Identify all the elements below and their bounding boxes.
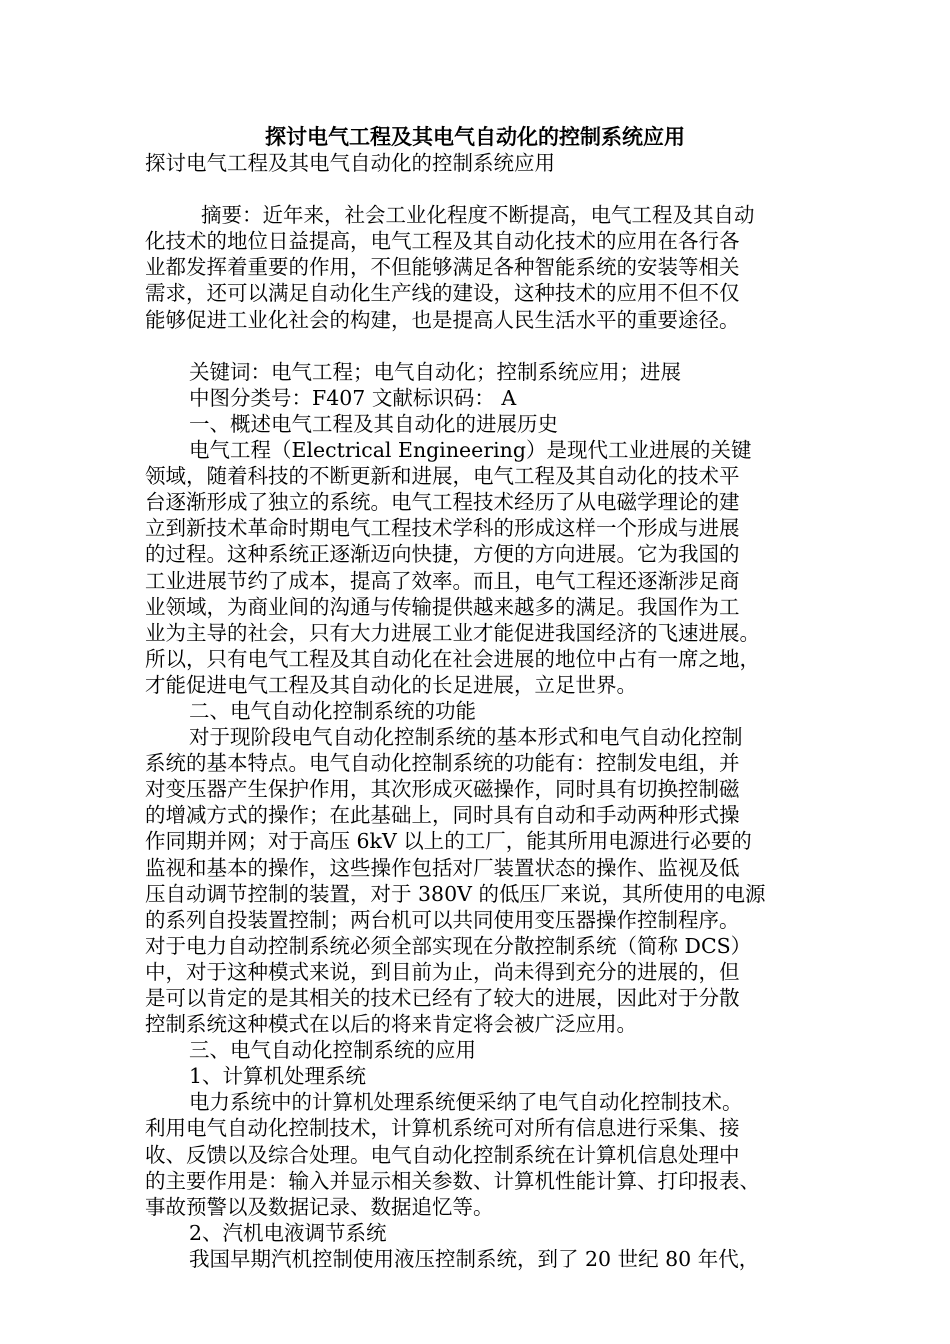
- blank-line: [145, 333, 805, 359]
- body-text-line: 摘要：近年来，社会工业化程度不断提高，电气工程及其自动: [201, 203, 755, 228]
- body-text-line: 监视和基本的操作，这些操作包括对厂装置状态的操作、监视及低: [145, 855, 740, 880]
- body-text-line: 领域，随着科技的不断更新和进展，电气工程及其自动化的技术平: [145, 464, 740, 489]
- body-text-line: 业都发挥着重要的作用，不但能够满足各种智能系统的安装等相关: [145, 255, 740, 280]
- body-text-line: 中图分类号：F407 文献标识码： A: [189, 385, 517, 410]
- body-text-line: 电气工程（Electrical Engineering）是现代工业进展的关键: [189, 438, 752, 463]
- body-text-line: 台逐渐形成了独立的系统。电气工程技术经历了从电磁学理论的建: [145, 490, 740, 515]
- body-text-line: 事故预警以及数据记录、数据追忆等。: [145, 1194, 494, 1219]
- body-text-line: 二、电气自动化控制系统的功能: [189, 698, 476, 723]
- body-text-line: 对于电力自动控制系统必须全部实现在分散控制系统（简称 DCS）: [145, 933, 752, 958]
- document-body: [145, 150, 805, 1272]
- body-text-line: 的主要作用是：输入并显示相关参数、计算机性能计算、打印报表、: [145, 1168, 760, 1193]
- body-text-line: 所以，只有电气工程及其自动化在社会进展的地位中占有一席之地，: [145, 646, 760, 671]
- body-text-line: 我国早期汽机控制使用液压控制系统，到了 20 世纪 80 年代，: [189, 1246, 760, 1271]
- body-text-line: 1、计算机处理系统: [189, 1064, 367, 1089]
- body-text-line: 业为主导的社会，只有大力进展工业才能促进我国经济的飞速进展。: [145, 620, 760, 645]
- body-text-line: 对于现阶段电气自动化控制系统的基本形式和电气自动化控制: [189, 725, 743, 750]
- body-text-line: 的增减方式的操作；在此基础上，同时具有自动和手动两种形式操: [145, 803, 740, 828]
- body-text-line: 控制系统这种模式在以后的将来肯定将会被广泛应用。: [145, 1012, 637, 1037]
- body-text-line: 收、反馈以及综合处理。电气自动化控制系统在计算机信息处理中: [145, 1142, 740, 1167]
- body-text-line: 需求，还可以满足自动化生产线的建设，这种技术的应用不但不仅: [145, 281, 740, 306]
- body-text-line: 才能促进电气工程及其自动化的长足进展，立足世界。: [145, 672, 637, 697]
- body-text-line: 利用电气自动化控制技术，计算机系统可对所有信息进行采集、接: [145, 1116, 740, 1141]
- body-text-line: 系统的基本特点。电气自动化控制系统的功能有：控制发电组，并: [145, 751, 740, 776]
- body-text-line: 是可以肯定的是其相关的技术已经有了较大的进展，因此对于分散: [145, 986, 740, 1010]
- document-title: 探讨电气工程及其电气自动化的控制系统应用: [265, 125, 685, 149]
- body-text-line: 2、汽机电液调节系统: [189, 1220, 387, 1245]
- body-text-line: 工业进展节约了成本，提高了效率。而且，电气工程还逐渐涉足商: [145, 568, 740, 593]
- blank-line: [145, 176, 805, 202]
- body-text-line: 三、电气自动化控制系统的应用: [189, 1038, 476, 1063]
- body-text-line: 业领域，为商业间的沟通与传输提供越来越多的满足。我国作为工: [145, 594, 740, 619]
- body-text-line: 对变压器产生保护作用，其次形成灭磁操作，同时具有切换控制磁: [145, 777, 740, 802]
- body-text-line: 作同期并网；对于高压 6kV 以上的工厂，能其所用电源进行必要的: [145, 829, 752, 854]
- body-text-line: 能够促进工业化社会的构建，也是提高人民生活水平的重要途径。: [145, 307, 740, 332]
- body-text-line: 关键词：电气工程；电气自动化；控制系统应用；进展: [189, 359, 681, 384]
- body-text-line: 电力系统中的计算机处理系统便采纳了电气自动化控制技术。: [189, 1090, 743, 1115]
- body-text-line: 化技术的地位日益提高，电气工程及其自动化技术的应用在各行各: [145, 229, 740, 254]
- body-text-line: 一、概述电气工程及其自动化的进展历史: [189, 411, 558, 436]
- body-text-line: 中，对于这种模式来说，到目前为止，尚未得到充分的进展的，但: [145, 959, 740, 984]
- body-text-line: 的过程。这种系统正逐渐迈向快捷，方便的方向进展。它为我国的: [145, 542, 740, 567]
- body-text-line: 探讨电气工程及其电气自动化的控制系统应用: [145, 151, 555, 175]
- body-text-line: 压自动调节控制的装置，对于 380V 的低压厂来说，其所使用的电源: [145, 881, 766, 906]
- body-text-line: 立到新技术革命时期电气工程技术学科的形成这样一个形成与进展: [145, 516, 740, 541]
- body-text-line: 的系列自投装置控制；两台机可以共同使用变压器操作控制程序。: [145, 907, 740, 932]
